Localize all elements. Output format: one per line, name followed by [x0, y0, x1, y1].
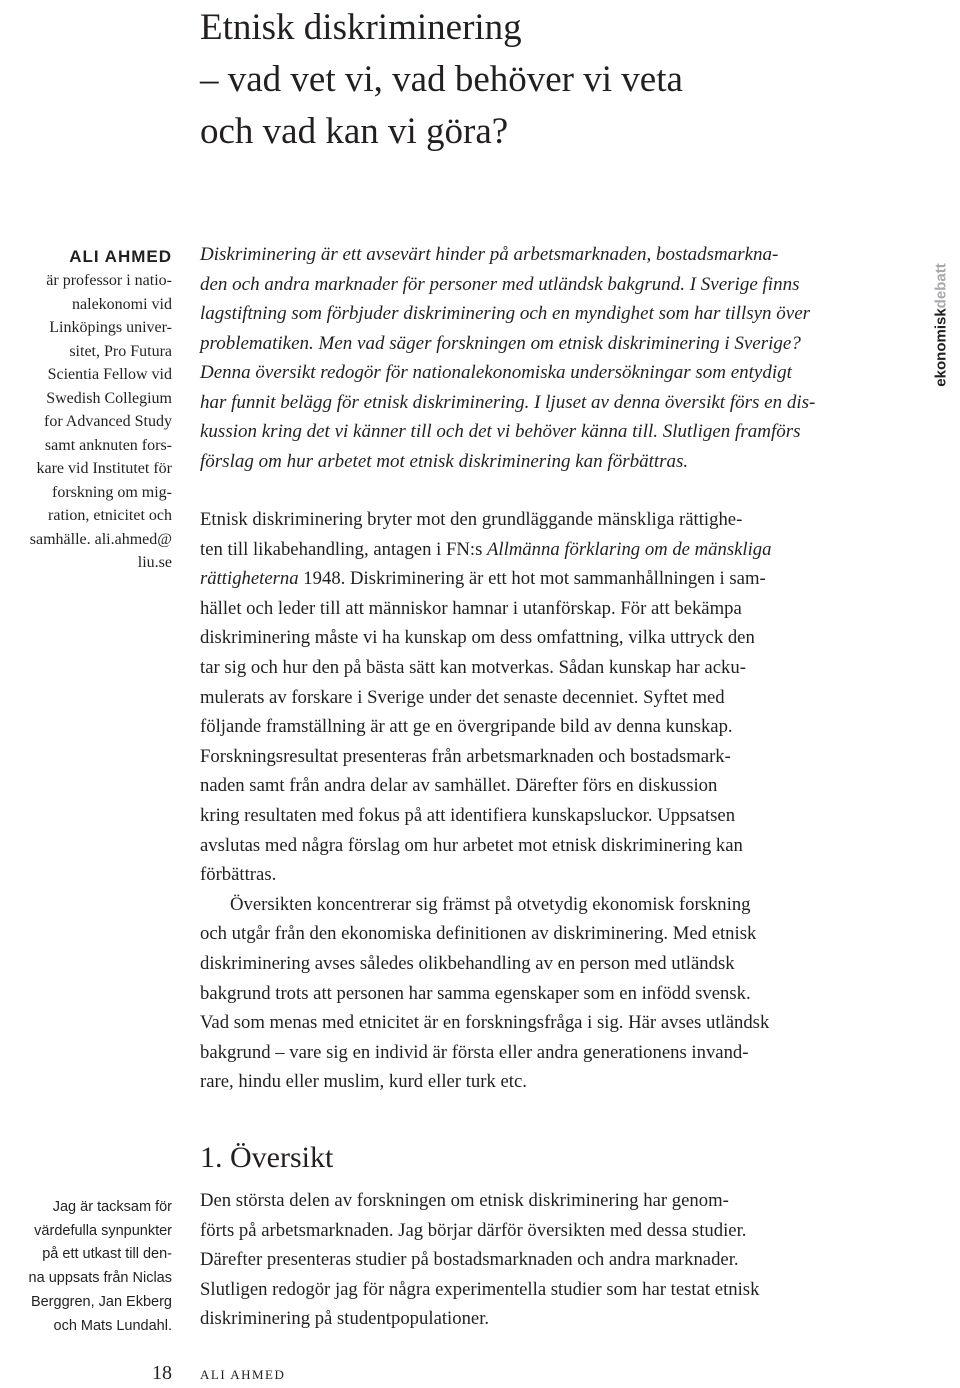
- abstract-line: problematiken. Men vad säger forskningen om etnisk diskriminering i Sverige?: [200, 332, 801, 354]
- body-line: Etnisk diskriminering bryter mot den grundläggande mänskliga rättighe-: [200, 509, 743, 530]
- title-line: – vad vet vi, vad behöver vi veta: [200, 59, 683, 100]
- author-bio-line: ration, etnicitet och: [48, 507, 172, 524]
- body-line: Forskningsresultat presenteras från arbetsmarknaden och bostadsmark-: [200, 745, 731, 767]
- body-line: tar sig och hur den på bästa sätt kan motverkas. Sådan kunskap har acku-: [200, 656, 746, 678]
- body-line: [200, 564, 920, 594]
- body-line: mulerats av forskare i Sverige under det senaste decenniet. Syftet med: [200, 686, 725, 708]
- author-bio-line: kare vid Institutet för: [36, 460, 172, 477]
- article-title: [200, 2, 920, 158]
- body-line: Vad som menas med etnicitet är en forskningsfråga i sig. Här avses utländsk: [200, 1012, 770, 1034]
- body-line: följande framställning är att ge en övergripande bild av denna kunskap.: [200, 716, 733, 738]
- body-line: hället och leder till att människor hamnar i utanförskap. För att bekämpa: [200, 597, 742, 619]
- title-line: Etnisk diskriminering: [200, 7, 522, 48]
- running-head: ALI AHMED: [200, 1367, 286, 1382]
- acknowledgement-note: [0, 1196, 172, 1338]
- body-line: rare, hindu eller muslim, kurd eller turk etc.: [200, 1071, 527, 1093]
- body-italic: Allmänna förklaring om de mänskliga: [487, 538, 772, 560]
- journal-label-light: debatt: [932, 263, 950, 309]
- body-line: förbättras.: [200, 864, 277, 886]
- author-bio-line: Swedish Collegium: [46, 389, 172, 407]
- body-line: diskriminering måste vi ha kunskap om dess omfattning, vilka uttryck den: [200, 627, 755, 649]
- author-bio-line: samhälle. ali.ahmed@: [29, 530, 172, 548]
- abstract-line: har funnit belägg för etnisk diskriminering. I ljuset av denna översikt förs en dis-: [200, 391, 816, 413]
- author-bio-line: Scientia Fellow vid: [47, 366, 172, 383]
- author-bio-line: Linköpings univer-: [49, 319, 172, 336]
- abstract: [200, 240, 924, 476]
- abstract-line: förslag om hur arbetet mot etnisk diskriminering kan förbättras.: [200, 450, 689, 472]
- section-line: förts på arbetsmarknaden. Jag börjar därför översikten med dessa studier.: [200, 1219, 747, 1241]
- note-line: och Mats Lundahl.: [53, 1317, 172, 1334]
- journal-label: [926, 225, 956, 425]
- journal-label-text: [933, 263, 950, 386]
- section-line: Den största delen av forskningen om etnisk diskriminering har genom-: [200, 1190, 729, 1211]
- author-bio-line: sitet, Pro Futura: [69, 342, 172, 360]
- abstract-line: lagstiftning som förbjuder diskriminering och en myndighet som har tillsyn över: [200, 303, 811, 324]
- section-line: Slutligen redogör jag för några experimentella studier som har testat etnisk: [200, 1278, 760, 1300]
- abstract-line: kussion kring det vi känner till och det vi behöver känna till. Slutligen framförs: [200, 421, 801, 442]
- body-line: Översikten koncentrerar sig främst på otvetydig ekonomisk forskning: [230, 893, 751, 915]
- author-bio-line: samt anknuten fors-: [44, 436, 172, 454]
- note-line: på ett utkast till den-: [42, 1246, 172, 1263]
- author-bio-line: for Advanced Study: [44, 413, 172, 430]
- body-line: naden samt från andra delar av samhället. Därefter förs en diskussion: [200, 775, 718, 797]
- abstract-line: den och andra marknader för personer med utländsk bakgrund. I Sverige finns: [200, 273, 800, 295]
- body-italic: rättigheterna: [200, 568, 299, 590]
- page-number: 18: [152, 1362, 172, 1384]
- note-line: Berggren, Jan Ekberg: [30, 1293, 172, 1310]
- body-line: och utgår från den ekonomiska definitionen av diskriminering. Med etnisk: [200, 923, 757, 945]
- body-text: ten till likabehandling, antagen i FN:s: [200, 538, 488, 560]
- note-line: na uppsats från Niclas: [28, 1270, 172, 1287]
- note-line: Jag är tacksam för: [52, 1199, 172, 1215]
- abstract-line: Denna översikt redogör för nationalekonomiska undersökningar som entydigt: [200, 362, 792, 383]
- body-text: 1948. Diskriminering är ett hot mot sammanhållningen i sam-: [298, 568, 766, 590]
- body-line: avslutas med några förslag om hur arbetet mot etnisk diskriminering kan: [200, 834, 743, 856]
- body-line: bakgrund trots att personen har samma egenskaper som en infödd svensk.: [200, 982, 751, 1004]
- body-line: kring resultaten med fokus på att identifiera kunskapsluckor. Uppsatsen: [200, 804, 736, 826]
- section-body: [200, 1186, 920, 1334]
- body-line: bakgrund – vare sig en individ är första eller andra generationens invand-: [200, 1041, 749, 1063]
- author-name: ALI AHMED: [69, 247, 172, 266]
- section-heading: 1. Översikt: [200, 1141, 334, 1174]
- section-line: diskriminering på studentpopulationer.: [200, 1308, 490, 1330]
- body-line: diskriminering avses således olikbehandling av en person med utländsk: [200, 952, 735, 974]
- author-bio-line: nalekonomi vid: [72, 295, 172, 313]
- main-body: [200, 505, 920, 1097]
- author-bio-line: liu.se: [137, 554, 172, 571]
- author-bio-line: forskning om mig-: [52, 483, 172, 501]
- body-line: [200, 535, 920, 565]
- section-line: Därefter presenteras studier på bostadsmarknaden och andra marknader.: [200, 1249, 739, 1271]
- note-line: värdefulla synpunkter: [34, 1222, 172, 1239]
- abstract-line: Diskriminering är ett avsevärt hinder på arbetsmarknaden, bostadsmarkna-: [200, 244, 779, 265]
- title-line: och vad kan vi göra?: [200, 111, 509, 152]
- author-bio: [0, 244, 172, 575]
- journal-label-bold: ekonomisk: [932, 308, 950, 387]
- author-bio-line: är professor i natio-: [46, 272, 172, 289]
